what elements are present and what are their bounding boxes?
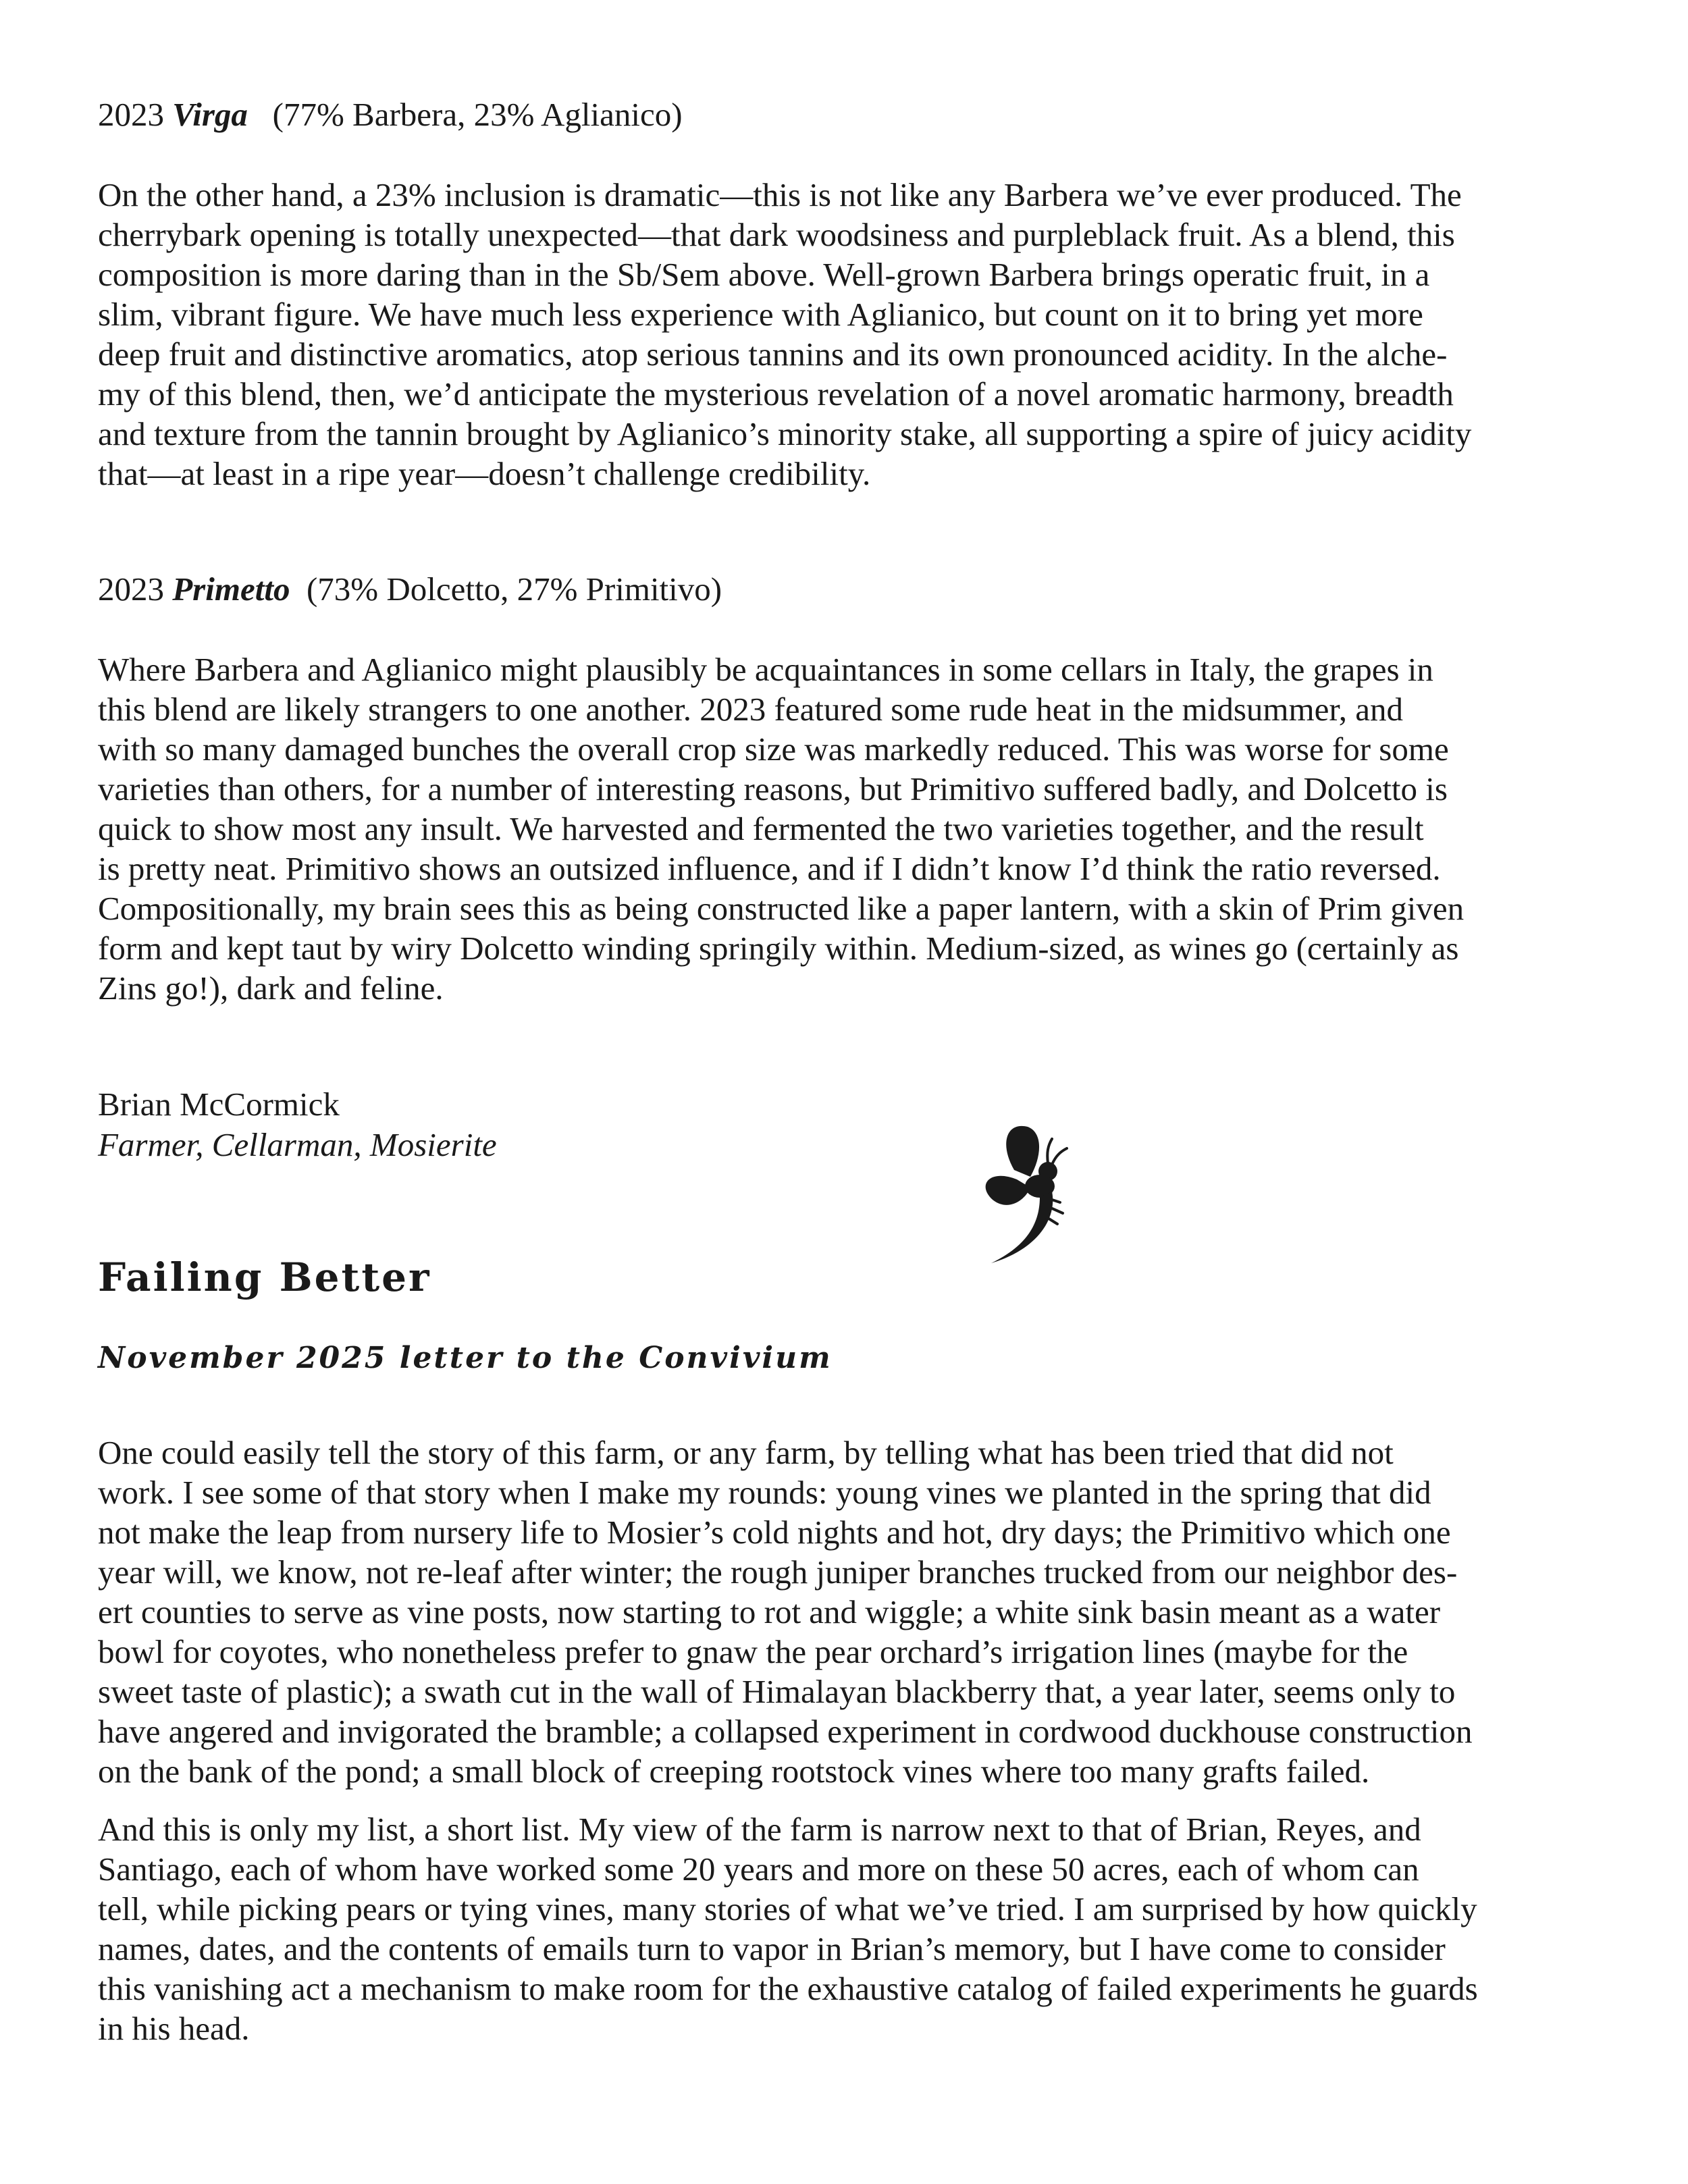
wine-heading-virga [98, 95, 1604, 134]
dragonfly-wing-lower [986, 1176, 1030, 1205]
text-line: names, dates, and the contents of emails turn to vapor in Brian’s memory, but I have come to consider [98, 1930, 1446, 1967]
dragonfly-antenna [1047, 1139, 1052, 1163]
text-line: One could easily tell the story of this farm, or any farm, by telling what has been tried that did not [98, 1434, 1394, 1471]
text-line: Where Barbera and Aglianico might plausibly be acquaintances in some cellars in Italy, the grapes in [98, 651, 1433, 688]
dragonfly-leg [1047, 1217, 1057, 1224]
wine-description-virga [98, 175, 1604, 494]
text-line: deep fruit and distinctive aromatics, atop serious tannins and its own pronounced acidity. In the alche- [98, 336, 1448, 373]
wine-year: 2023 [98, 96, 164, 133]
dragonfly-leg [1051, 1208, 1063, 1213]
text-line: Santiago, each of whom have worked some 20 years and more on these 50 acres, each of whom can [98, 1850, 1419, 1888]
text-line: is pretty neat. Primitivo shows an outsized influence, and if I didn’t know I’d think the ratio reversed. [98, 850, 1441, 887]
text-line: bowl for coyotes, who nonetheless prefer to gnaw the pear orchard’s irrigation lines (maybe for the [98, 1633, 1408, 1670]
text-line: cherrybark opening is totally unexpected—that dark woodsiness and purpleblack fruit. As a blend, this [98, 216, 1455, 253]
wine-blend: (73% Dolcetto, 27% Primitivo) [306, 570, 722, 608]
wine-description-primetto [98, 649, 1604, 1008]
text-line: form and kept taut by wiry Dolcetto winding springily within. Medium-sized, as wines go (certainly as [98, 930, 1459, 967]
wine-name: Virga [172, 96, 248, 133]
text-line: sweet taste of plastic); a swath cut in the wall of Himalayan blackberry that, a year later, seems only to [98, 1673, 1456, 1710]
wine-blend: (77% Barbera, 23% Aglianico) [272, 96, 683, 133]
section-title: Failing Better [98, 1254, 431, 1300]
text-line: on the bank of the pond; a small block of creeping rootstock vines where too many grafts failed. [98, 1753, 1370, 1790]
text-line: not make the leap from nursery life to Mosier’s cold nights and hot, dry days; the Primitivo which one [98, 1514, 1451, 1551]
section-subtitle: November 2025 letter to the Convivium [98, 1341, 833, 1375]
text-line: year will, we know, not re-leaf after winter; the rough juniper branches trucked from our neighbor des- [98, 1553, 1458, 1591]
text-line: tell, while picking pears or tying vines, many stories of what we’ve tried. I am surprised by how quickly [98, 1890, 1477, 1927]
dragonfly-wing-upper [1006, 1126, 1039, 1177]
text-line: this vanishing act a mechanism to make room for the exhaustive catalog of failed experiments he guards [98, 1970, 1478, 2007]
text-line: And this is only my list, a short list. My view of the farm is narrow next to that of Brian, Reyes, and [98, 1811, 1421, 1848]
signature-role: Farmer, Cellarman, Mosierite [98, 1126, 497, 1163]
letter-paragraph-2 [98, 1809, 1604, 2048]
text-line: that—at least in a ripe year—doesn’t challenge credibility. [98, 455, 871, 492]
text-line: quick to show most any insult. We harvested and fermented the two varieties together, and the result [98, 810, 1424, 847]
text-line: ert counties to serve as vine posts, now starting to rot and wiggle; a white sink basin meant as a water [98, 1593, 1441, 1630]
letter-paragraph-1 [98, 1433, 1604, 1791]
wine-heading-primetto [98, 569, 1604, 609]
text-line: varieties than others, for a number of interesting reasons, but Primitivo suffered badly, and Dolcetto is [98, 770, 1448, 807]
text-line: and texture from the tannin brought by Aglianico’s minority stake, all supporting a spire of juicy acidity [98, 415, 1472, 452]
dragonfly-icon [972, 1117, 1107, 1273]
text-line: Zins go!), dark and feline. [98, 969, 444, 1007]
text-line: Compositionally, my brain sees this as being constructed like a paper lantern, with a skin of Prim given [98, 890, 1465, 927]
wine-year: 2023 [98, 570, 164, 608]
text-line: with so many damaged bunches the overall crop size was markedly reduced. This was worse for some [98, 730, 1449, 768]
text-line: in his head. [98, 2010, 250, 2047]
signature-name: Brian McCormick [98, 1086, 340, 1123]
text-line: composition is more daring than in the Sb/Sem above. Well-grown Barbera brings operatic fruit, in a [98, 256, 1430, 293]
text-line: work. I see some of that story when I make my rounds: young vines we planted in the spring that did [98, 1474, 1431, 1511]
text-line: On the other hand, a 23% inclusion is dramatic—this is not like any Barbera we’ve ever produced. The [98, 176, 1462, 213]
wine-name: Primetto [172, 570, 290, 608]
text-line: my of this blend, then, we’d anticipate the mysterious revelation of a novel aromatic harmony, breadth [98, 375, 1454, 412]
dragonfly-antenna [1052, 1148, 1067, 1165]
text-line: this blend are likely strangers to one another. 2023 featured some rude heat in the midsummer, and [98, 691, 1403, 728]
text-line: slim, vibrant figure. We have much less experience with Aglianico, but count on it to bring yet more [98, 296, 1423, 333]
text-line: have angered and invigorated the bramble; a collapsed experiment in cordwood duckhouse construction [98, 1713, 1473, 1750]
